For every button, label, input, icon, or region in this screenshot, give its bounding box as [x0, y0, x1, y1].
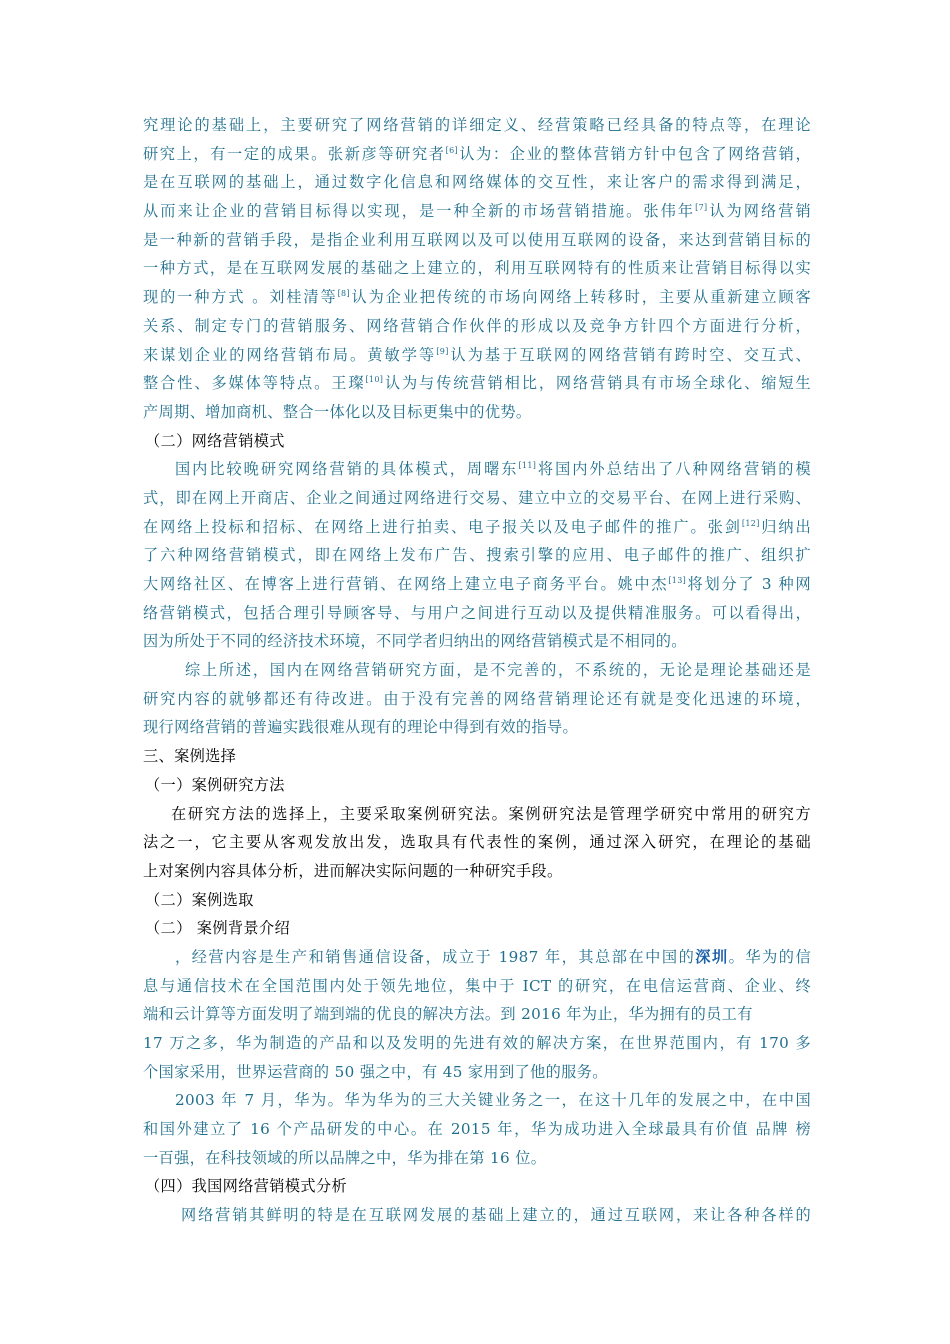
text-line: [143, 1172, 811, 1201]
citation-ref: [9]: [436, 346, 449, 356]
line-text: 关系、制定专门的营销服务、网络营销合作伙伴的形成以及竞争方针四个方面进行分析，: [143, 316, 811, 335]
line-text: 整合性、多媒体等特点。王璨: [143, 374, 366, 393]
line-text: 17 万之多，华为制造的产品和以及发明的先进有效的解决方案，在世界范围内，有 170 多: [143, 1034, 811, 1052]
text-line: [143, 168, 811, 197]
text-line: [143, 254, 811, 283]
text-line: [143, 140, 811, 169]
line-text-tail: 将国内外总结出了八种网络营销的模: [536, 460, 812, 479]
line-text: 研究内容的就够都还有待改进。由于没有完善的网络营销理论还有就是变化迅速的环境，: [143, 689, 811, 708]
line-text: 络营销模式，包括合理引导顾客导、与用户之间进行互动以及提供精准服务。可以看得出，: [143, 603, 811, 622]
line-text: （二）网络营销模式: [145, 431, 285, 450]
text-line: [143, 541, 811, 570]
line-text: 端和云计算等方面发明了端到端的优良的解决方法。到 2016 年为止，华为拥有的员工有: [143, 1005, 753, 1024]
line-text-tail: 将划分了 3 种网: [686, 575, 811, 593]
text-line: [143, 943, 811, 972]
line-text: 个国家采用，世界运营商的 50 强之中，有 45 家用到了他的服务。: [143, 1062, 608, 1081]
line-text: （二） 案例背景介绍: [145, 919, 291, 938]
text-line: [143, 886, 811, 915]
text-line: [143, 685, 811, 714]
line-text-tail: 。华为的信: [728, 947, 811, 966]
citation-ref: [11]: [518, 461, 537, 471]
text-line: [143, 1086, 811, 1115]
text-line: [143, 627, 811, 656]
line-text: 式，即在网上开商店、企业之间通过网络进行交易、建立中立的交易平台、在网上进行采购、: [143, 488, 811, 507]
text-line: [143, 427, 811, 456]
line-text: 2003 年 7 月，华为。华为华为的三大关键业务之一，在这十几年的发展之中，在中国: [175, 1091, 811, 1110]
line-text: （二）案例选取: [145, 890, 254, 909]
text-line: [143, 828, 811, 857]
text-line: [143, 771, 811, 800]
text-line: [143, 484, 811, 513]
text-line: [143, 455, 811, 484]
line-text: 研究上，有一定的成果。张新彦等研究者: [143, 144, 446, 163]
citation-ref: [7]: [695, 203, 708, 213]
line-text: 三、案例选择: [143, 747, 237, 766]
text-line: [143, 1000, 811, 1029]
line-text: 一种方式，是在互联网发展的基础之上建立的，利用互联网特有的性质来让营销目标得以实: [143, 259, 811, 278]
text-line: [143, 742, 811, 771]
line-text: 息与通信技术在全国范围内处于领先地位，集中于 ICT 的研究，在电信运营商、企业、终: [143, 976, 811, 995]
text-line: [143, 111, 811, 140]
line-text: 国内比较晚研究网络营销的具体模式，周曙东: [175, 460, 519, 479]
text-line: [143, 1029, 811, 1058]
text-line: [143, 1115, 811, 1144]
citation-ref: [8]: [337, 289, 350, 299]
line-text-tail: 认为：企业的整体营销方针中包含了网络营销，: [457, 144, 811, 163]
text-line: [143, 1201, 811, 1230]
line-text: 大网络社区、在博客上进行营销、在网络上建立电子商务平台。姚中杰: [143, 575, 669, 593]
text-line: [143, 226, 811, 255]
line-text: 和国外建立了 16 个产品研发的中心。在 2015 年，华为成功进入全球最具有价值 品牌 榜: [143, 1120, 811, 1139]
line-text: 在研究方法的选择上，主要采取案例研究法。案例研究法是管理学研究中常用的研究方: [171, 804, 811, 823]
text-line: [143, 857, 811, 886]
text-line: [143, 283, 811, 312]
line-text: 从而来让企业的营销目标得以实现，是一种全新的市场营销措施。张伟年: [143, 202, 696, 221]
line-text: 是在互联网的基础上，通过数字化信息和网络媒体的交互性，来让客户的需求得到满足，: [143, 173, 811, 192]
line-text: 网络营销其鲜明的特是在互联网发展的基础上建立的，通过互联网，来让各种各样的: [181, 1206, 811, 1225]
text-line: [143, 197, 811, 226]
text-line: [143, 1144, 811, 1173]
line-text: 究理论的基础上，主要研究了网络营销的详细定义、经营策略已经具备的特点等，在理论: [143, 116, 811, 134]
citation-ref: [6]: [445, 145, 458, 155]
text-line: [143, 914, 811, 943]
text-line: [143, 369, 811, 398]
line-text: 综上所述，国内在网络营销研究方面，是不完善的，不系统的，无论是理论基础还是: [185, 661, 811, 680]
text-line: [143, 341, 811, 370]
line-text: （一）案例研究方法: [145, 775, 285, 794]
line-text: 上对案例内容具体分析，进而解决实际问题的一种研究手段。: [143, 861, 563, 880]
line-text: 因为所处于不同的经济技术环境，不同学者归纳出的网络营销模式是不相同的。: [143, 632, 687, 651]
text-line: [143, 972, 811, 1001]
line-text: 产周期、增加商机、整合一体化以及目标更集中的优势。: [143, 402, 532, 421]
text-line: [143, 513, 811, 542]
line-text-tail: 认为与传统营销相比，网络营销具有市场全球化、缩短生: [383, 374, 812, 393]
line-text: 法之一，它主要从客观发放出发，选取具有代表性的案例，通过深入研究，在理论的基础: [143, 833, 811, 852]
line-text: 现行网络营销的普遍实践很难从现有的理论中得到有效的指导。: [143, 718, 579, 737]
text-line: [143, 656, 811, 685]
document-body: [143, 111, 811, 1230]
citation-ref: [10]: [365, 375, 384, 385]
text-line: [143, 713, 811, 742]
line-text: 是一种新的营销手段，是指企业利用互联网以及可以使用互联网的设备，来达到营销目标的: [143, 230, 811, 249]
text-line: [143, 398, 811, 427]
line-text-tail: 认为企业把传统的市场向网络上转移时，主要从重新建立顾客: [349, 288, 812, 307]
line-text: （四）我国网络营销模式分析: [145, 1177, 347, 1196]
text-line: [143, 312, 811, 341]
citation-ref: [12]: [741, 518, 760, 528]
text-line: [143, 599, 811, 628]
line-text: 来谋划企业的网络营销布局。黄敏学等: [143, 345, 437, 364]
line-text: 现的一种方式 。刘桂清等: [143, 288, 338, 307]
text-line: [143, 1058, 811, 1087]
text-line: [143, 570, 811, 599]
line-text-tail: 归纳出: [759, 517, 812, 536]
line-text-tail: 认为基于互联网的网络营销有跨时空、交互式、: [448, 345, 811, 364]
hyperlink-shenzhen[interactable]: 深圳: [695, 947, 729, 966]
line-text: 在网络上投标和招标、在网络上进行拍卖、电子报关以及电子邮件的推广。张剑: [143, 517, 742, 536]
text-line: [143, 800, 811, 829]
citation-ref: [13]: [668, 576, 687, 585]
line-text: ，经营内容是生产和销售通信设备，成立于 1987 年，其总部在中国的: [175, 947, 696, 966]
line-text: 了六种网络营销模式，即在网络上发布广告、搜索引擎的应用、电子邮件的推广、组织扩: [143, 546, 811, 565]
line-text: 一百强，在科技领域的所以品牌之中，华为排在第 16 位。: [143, 1148, 547, 1167]
line-text-tail: 认为网络营销: [707, 202, 811, 221]
